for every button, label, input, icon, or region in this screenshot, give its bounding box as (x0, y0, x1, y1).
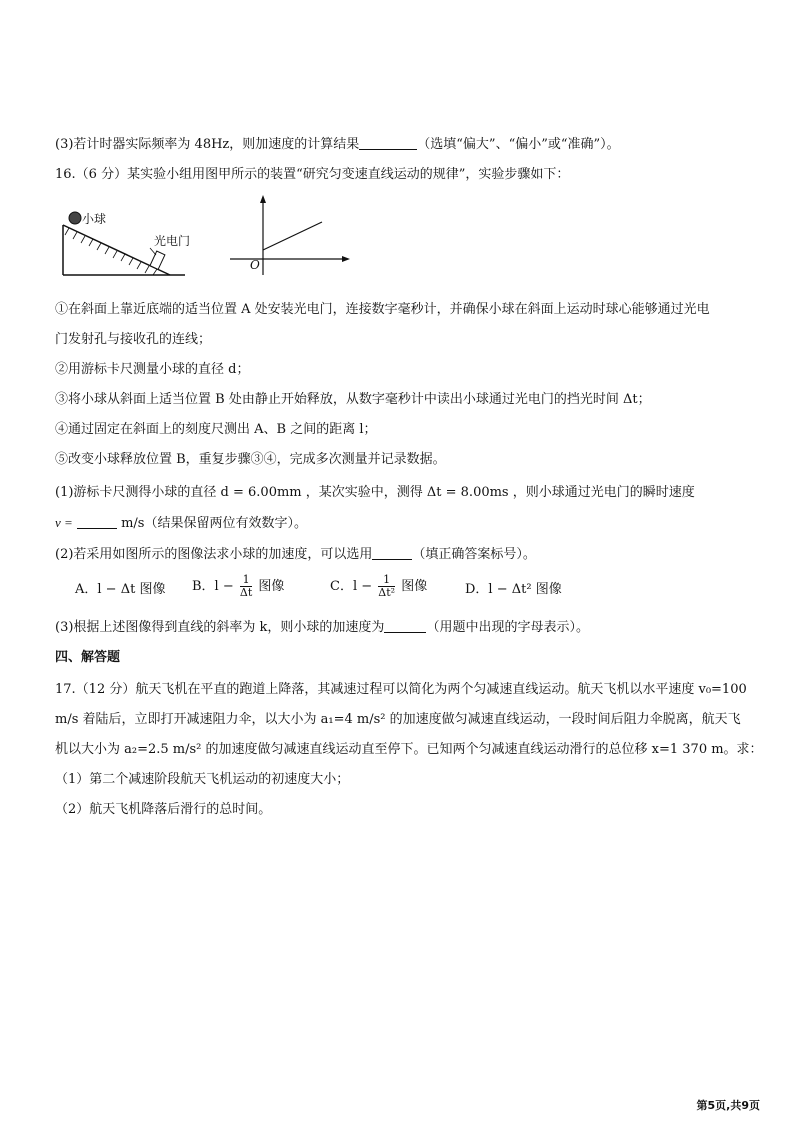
q17-line-1: 17.（12 分）航天飞机在平直的跑道上降落，其减速过程可以简化为两个匀减速直线运动。航天飞机以水平速度 v₀=100 (55, 682, 747, 697)
q16-part1: (1)游标卡尺测得小球的直径 d = 6.00mm ，某次实验中，测得 Δt = 8.00ms ，则小球通过光电门的瞬时速度 (55, 485, 695, 500)
linear-graph-figure (225, 193, 355, 278)
ball-label: 小球 (82, 212, 107, 226)
page-number: 第5页,共9页 (696, 1099, 760, 1112)
graph-line (263, 222, 322, 250)
section-title: 四、解答题 (55, 650, 121, 665)
step-3: ③将小球从斜面上适当位置 B 处由静止开始释放，从数字毫秒计中读出小球通过光电门的挡光时间 Δt； (55, 392, 651, 407)
q17-line-3: 机以大小为 a₂=2.5 m/s² 的加速度做匀减速直线运动直至停下。已知两个匀减速直线运动滑行的总位移 x=1 370 m。求： (55, 742, 763, 757)
step-5: ⑤改变小球释放位置 B，重复步骤③④，完成多次测量并记录数据。 (55, 452, 446, 467)
option-c[interactable]: C．l − $\frac{1}{\text{Δt²}}$ 图像 (330, 573, 428, 599)
photogate-icon (150, 251, 165, 269)
step-1-cont: 门发射孔与接收孔的连线； (55, 332, 212, 347)
answer-blank[interactable] (359, 135, 417, 150)
option-a[interactable]: A．l − Δt 图像 (75, 582, 166, 597)
q17-line-2: m/s 着陆后，立即打开减速阻力伞，以大小为 a₁=4 m/s² 的加速度做匀减速直线运动，一段时间后阻力伞脱离，航天飞 (55, 712, 741, 727)
option-d[interactable]: D．l − Δt² 图像 (465, 582, 562, 597)
option-b[interactable]: B．l − $\frac{1}{\Delta t}$ 图像 (192, 573, 285, 599)
step-1: ①在斜面上靠近底端的适当位置 A 处安装光电门，连接数字毫秒计，并确保小球在斜面上运动时球心能够通过光电 (55, 302, 710, 317)
origin-label: O (250, 258, 260, 272)
step-2: ②用游标卡尺测量小球的直径 d； (55, 362, 250, 377)
answer-blank[interactable] (77, 514, 117, 529)
answer-blank[interactable] (384, 618, 426, 633)
ball-icon (69, 212, 81, 224)
option-b-fraction: $\frac{1}{\Delta t}$ (239, 573, 253, 599)
x-axis-arrow-icon (342, 256, 350, 262)
q15-part3: (3)若计时器实际频率为 48Hz，则加速度的计算结果 （选填“偏大”、“偏小”或“准确”）。 (55, 137, 620, 152)
q16-header: 16.（6 分）某实验小组用图甲所示的装置“研究匀变速直线运动的规律”，实验步骤如下： (55, 167, 570, 182)
q17-part1: （1）第二个减速阶段航天飞机运动的初速度大小； (55, 772, 350, 787)
q16-part1-answer: v = m/s（结果保留两位有效数字）。 (55, 515, 307, 531)
q16-part3: (3)根据上述图像得到直线的斜率为 k，则小球的加速度为 （用题中出现的字母表示）。 (55, 620, 589, 635)
option-c-fraction: $\frac{1}{\text{Δt²}}$ (378, 573, 396, 599)
step-4: ④通过固定在斜面上的刻度尺测出 A、B 之间的距离 l； (55, 422, 377, 437)
answer-blank[interactable] (372, 545, 412, 560)
photogate-label: 光电门 (154, 234, 191, 248)
q17-part2: （2）航天飞机降落后滑行的总时间。 (55, 802, 272, 817)
y-axis-arrow-icon (260, 195, 266, 203)
q16-part2: (2)若采用如图所示的图像法求小球的加速度，可以选用 （填正确答案标号）。 (55, 547, 536, 562)
